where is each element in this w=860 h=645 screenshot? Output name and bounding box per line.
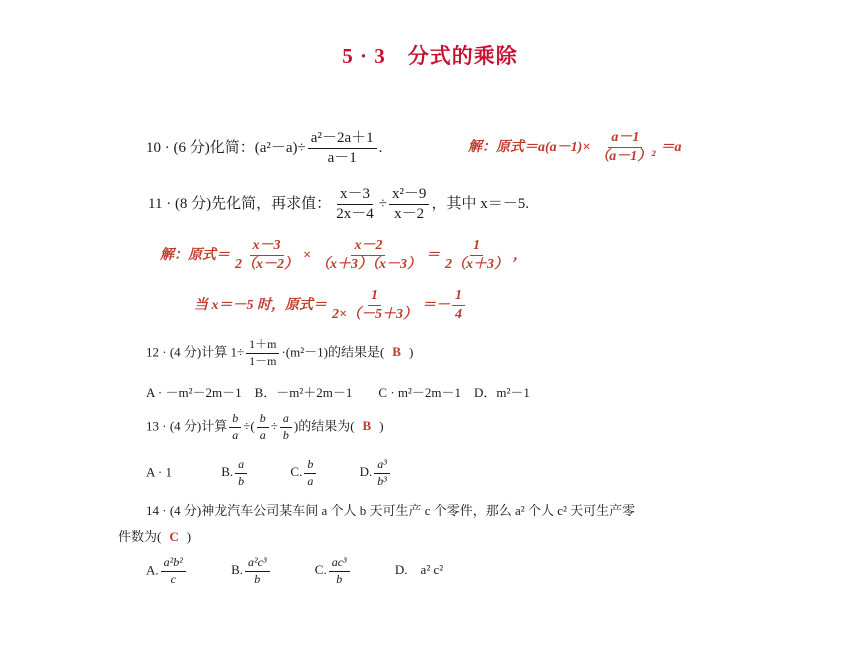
q12-close: ) bbox=[408, 344, 414, 360]
q11-f1-num: x－3 bbox=[337, 186, 373, 205]
q11-prefix: 11 · (8 分)先化简，再求值： bbox=[148, 196, 332, 213]
q11-ans1-fraction-3 bbox=[442, 238, 511, 273]
q11-ans1-fraction-1 bbox=[232, 238, 301, 273]
q13-middle: )的结果为( bbox=[293, 418, 355, 434]
q12-answer: B bbox=[392, 344, 401, 360]
q14-opta-num: a²b² bbox=[161, 556, 186, 572]
q10-answer-num: a－1 bbox=[608, 130, 642, 148]
q13-option-d-label: D. bbox=[359, 464, 373, 480]
q14-option-c-label: C. bbox=[314, 562, 327, 578]
q11-f2-num: x²－9 bbox=[389, 186, 430, 205]
q14-prefix: 件数为( bbox=[118, 529, 162, 544]
q11-ans2-label: 当 x＝－5 时，原式＝ bbox=[194, 297, 327, 313]
q13-close: ) bbox=[379, 418, 384, 434]
q10-fraction bbox=[308, 130, 377, 168]
q13-f1-den: a bbox=[232, 427, 239, 442]
q11-ans1-f1-den: 2（x－2） bbox=[235, 257, 298, 273]
q11-ans1-label: 解：原式＝ bbox=[160, 247, 230, 263]
q13-f3-num: a bbox=[280, 412, 292, 428]
q11-ans1-eq: ＝ bbox=[425, 247, 440, 263]
q13-option-c-label: C. bbox=[290, 464, 303, 480]
q11-ans1-fraction-2 bbox=[313, 238, 424, 273]
q13-answer: B bbox=[362, 418, 372, 434]
q14-optb-den: b bbox=[254, 571, 261, 586]
q13-fraction-2 bbox=[257, 412, 269, 443]
q14-option-b bbox=[245, 556, 270, 587]
q11-ans2-f2-num: 1 bbox=[452, 288, 465, 306]
page-title: 5 · 3 分式的乘除 bbox=[342, 44, 518, 68]
q11-f1-den: 2x－4 bbox=[336, 206, 374, 223]
question-14-line-2 bbox=[118, 526, 191, 545]
q11-ans1-f3-num: 1 bbox=[470, 238, 483, 256]
q10-answer-den: （a－1）² bbox=[595, 149, 656, 165]
q11-ans1-f2-den: （x＋3）（x－3） bbox=[315, 257, 421, 273]
q10-answer bbox=[468, 130, 682, 165]
q13-optb-num: a bbox=[235, 458, 247, 474]
q14-optb-num: a²c³ bbox=[245, 556, 270, 572]
q14-option-c bbox=[329, 556, 350, 587]
q14-option-d: D. a² c² bbox=[394, 562, 444, 578]
q13-f2-den: a bbox=[259, 427, 266, 442]
q13-option-d bbox=[374, 458, 390, 489]
q10-answer-fraction bbox=[592, 130, 658, 165]
q13-option-b bbox=[235, 458, 247, 489]
q13-optd-num: a³ bbox=[374, 458, 390, 474]
q14-optc-num: ac³ bbox=[329, 556, 350, 572]
q13-optd-den: b³ bbox=[377, 473, 387, 488]
q14-optc-den: b bbox=[336, 571, 343, 586]
q11-suffix: ，其中 x＝－5. bbox=[431, 196, 529, 213]
q14-options bbox=[146, 556, 443, 587]
q13-options bbox=[146, 458, 392, 489]
q13-op1: ÷( bbox=[243, 418, 255, 434]
q11-op: ÷ bbox=[378, 196, 387, 213]
q10-answer-end: ＝a bbox=[660, 139, 682, 155]
q12-prefix: 12 · (4 分)计算 1÷ bbox=[146, 344, 245, 360]
q14-close: ) bbox=[186, 529, 192, 544]
q11-ans1-f2-num: x－2 bbox=[351, 238, 385, 256]
q13-optc-den: a bbox=[307, 473, 314, 488]
question-11 bbox=[148, 186, 529, 224]
q14-answer: C bbox=[169, 529, 179, 544]
q13-option-b-label: B. bbox=[221, 464, 234, 480]
q12-options: A · －m²－2m－1 B．－m²＋2m－1 C · m²－2m－1 D．m²－1 bbox=[146, 385, 530, 400]
question-12 bbox=[146, 338, 413, 369]
q11-ans2-f-den: 2×（－5＋3） bbox=[332, 307, 417, 323]
q12-middle: ·(m²－1)的结果是( bbox=[281, 344, 385, 360]
q11-ans2-fraction-2 bbox=[452, 288, 465, 323]
q11-answer-line-1 bbox=[160, 238, 527, 273]
q13-optb-den: b bbox=[238, 473, 245, 488]
q11-ans2-f-num: 1 bbox=[368, 288, 381, 306]
q13-f3-den: b bbox=[282, 427, 289, 442]
q10-answer-label: 解：原式＝a(a－1)× bbox=[468, 139, 591, 155]
q13-fraction-3 bbox=[280, 412, 292, 443]
q11-ans1-f1-num: x－3 bbox=[250, 238, 284, 256]
q14-option-a-label: A. bbox=[146, 562, 159, 578]
q11-answer-line-2 bbox=[194, 288, 467, 323]
q13-option-a: A · 1 bbox=[146, 464, 172, 480]
q13-f2-num: b bbox=[257, 412, 269, 428]
q13-option-c bbox=[304, 458, 316, 489]
question-13 bbox=[146, 412, 384, 443]
q10-expr-left: (a²－a)÷ bbox=[254, 140, 306, 157]
q10-frac-den: a－1 bbox=[327, 150, 357, 167]
question-14-line-1: 14 · (4 分)神龙汽车公司某车间 a 个人 b 天可生产 c 个零件，那么 a² 个人 c² 天可生产零 bbox=[146, 503, 636, 518]
q10-end: . bbox=[378, 140, 383, 157]
q14-opta-den: c bbox=[170, 571, 176, 586]
q13-op2: ÷ bbox=[270, 418, 278, 434]
q14-option-a bbox=[161, 556, 186, 587]
q11-fraction-1 bbox=[333, 186, 377, 224]
q10-prefix: 10 · (6 分)化简： bbox=[146, 140, 255, 157]
q11-ans2-eq: ＝－ bbox=[421, 297, 450, 313]
q12-frac-den: 1－m bbox=[249, 353, 277, 368]
q12-frac-num: 1＋m bbox=[246, 338, 279, 354]
question-10 bbox=[146, 130, 382, 168]
q11-ans2-fraction bbox=[329, 288, 420, 323]
q11-ans2-f2-den: 4 bbox=[454, 307, 462, 323]
q11-ans1-f3-den: 2（x＋3） bbox=[444, 257, 508, 273]
q12-fraction bbox=[246, 338, 279, 369]
q11-f2-den: x－2 bbox=[394, 206, 425, 223]
q13-prefix: 13 · (4 分)计算 bbox=[146, 418, 228, 434]
q14-option-b-label: B. bbox=[231, 562, 244, 578]
q13-optc-num: b bbox=[304, 458, 316, 474]
q13-f1-num: b bbox=[229, 412, 241, 428]
q10-frac-num: a²－2a＋1 bbox=[308, 130, 377, 149]
q13-fraction-1 bbox=[229, 412, 241, 443]
q11-fraction-2 bbox=[389, 186, 430, 224]
q11-ans1-op: × bbox=[303, 247, 311, 263]
q11-ans1-end: ， bbox=[512, 247, 527, 263]
